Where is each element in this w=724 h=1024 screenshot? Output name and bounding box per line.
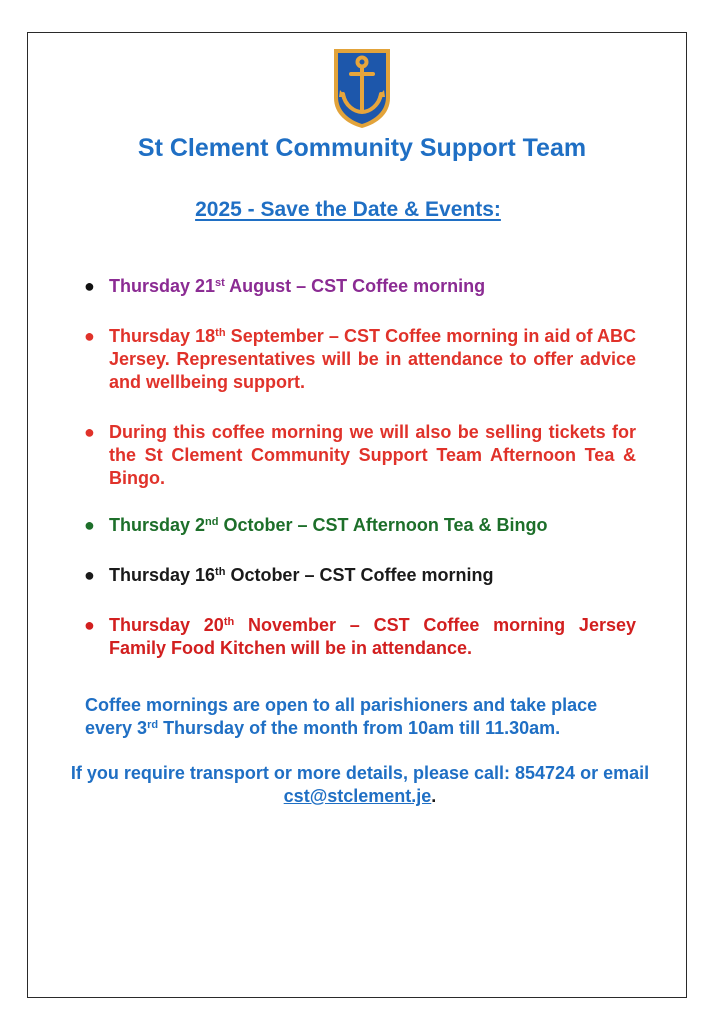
event-text: Thursday 18 [109,326,216,346]
event-item-21-august [84,275,636,298]
contact-info [70,762,650,808]
event-text: August – CST Coffee morning [224,276,486,296]
event-text: October – CST Afternoon Tea & Bingo [218,515,548,535]
bullet-icon: ● [84,565,95,585]
event-text: Thursday 20 [109,615,224,635]
event-item-2-october [84,514,636,537]
event-ordinal: th [215,327,226,339]
event-ordinal: th [215,566,226,578]
contact-text: If you require transport or more details, please call: 854724 or email [70,763,650,783]
event-item-16-october [84,564,636,587]
bullet-icon: ● [84,615,95,635]
schedule-ordinal: rd [147,719,159,731]
event-item-20-november [84,614,636,660]
event-text: During this coffee morning we will also be selling tickets for the St Clement Community Support Team Afternoon Tea & Bingo. [109,422,636,488]
bullet-icon: ● [84,515,95,535]
event-item-18-september [84,325,636,394]
bullet-icon: ● [84,276,95,296]
bullet-icon: ● [84,422,95,442]
anchor-crest-icon [331,46,393,130]
bullet-icon: ● [84,326,95,346]
event-text: September – CST Coffee morning in aid of ABC Jersey. Representatives will be in attendance to offer advice and wellbeing support. [109,326,636,392]
event-item-ticket-sales [84,421,636,490]
contact-period: . [431,786,437,806]
event-text: Thursday 2 [109,515,206,535]
event-ordinal: nd [205,516,219,528]
event-text: October – CST Coffee morning [225,565,494,585]
event-text: Thursday 21 [109,276,216,296]
schedule-text: Thursday of the month from 10am till 11.30am. [158,718,561,738]
page-subtitle: 2025 - Save the Date & Events: [195,198,501,221]
schedule-info [85,694,640,740]
event-text: Thursday 16 [109,565,216,585]
email-link[interactable]: cst@stclement.je [283,786,432,806]
event-ordinal: st [215,277,225,289]
page-title: St Clement Community Support Team [137,134,587,162]
schedule-text: Coffee mornings are open to all parishioners and take place every 3 [85,695,598,738]
event-ordinal: th [223,616,235,628]
event-text: November – CST Coffee morning Jersey Family Food Kitchen will be in attendance. [109,615,636,658]
